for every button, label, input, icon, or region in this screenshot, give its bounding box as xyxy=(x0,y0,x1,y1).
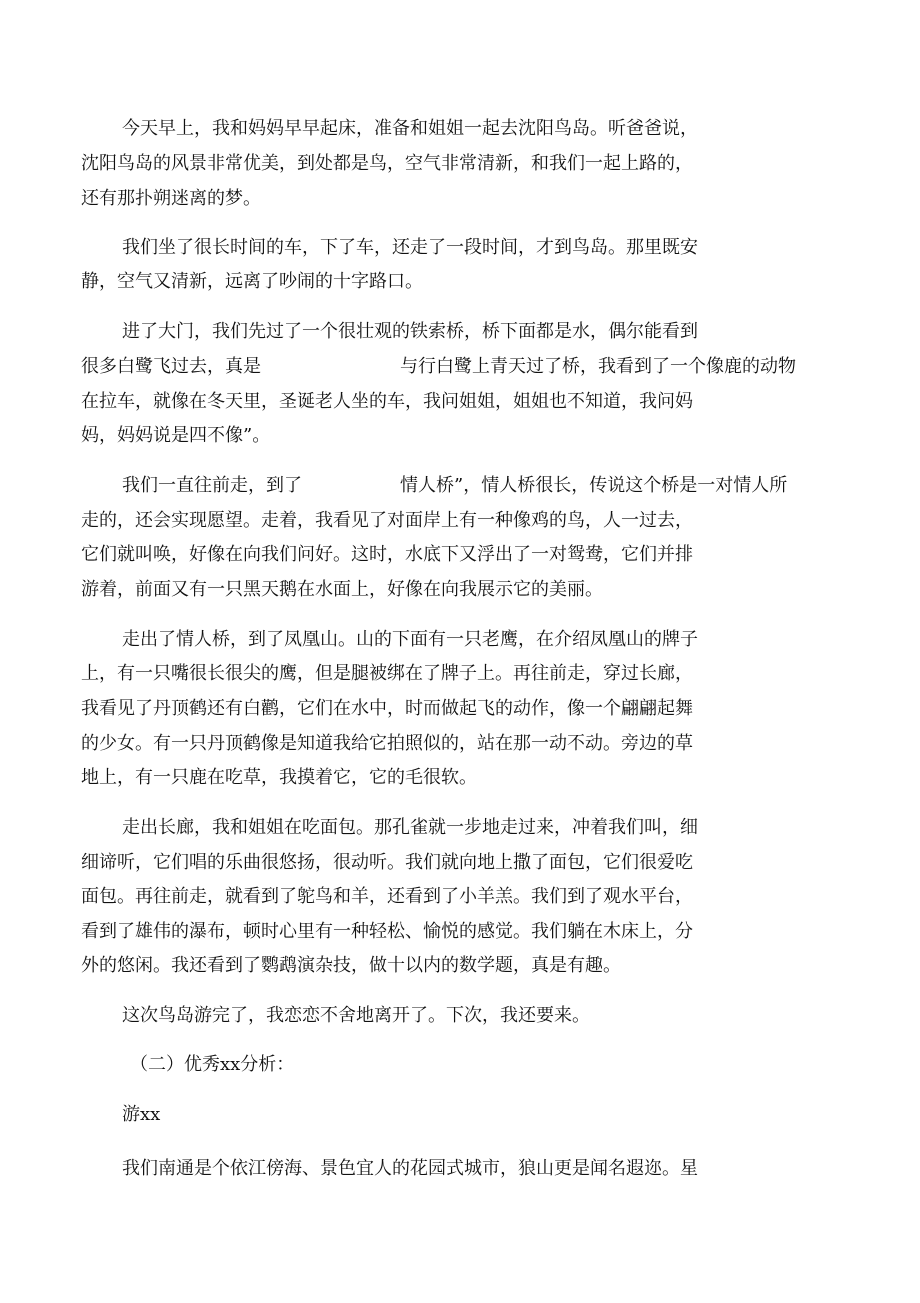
paragraph-line: 妈，妈妈说是四不像”。 xyxy=(81,425,271,446)
paragraph-line: 上，有一只嘴很长很尖的鹰，但是腿被绑在了牌子上。再往前走，穿过长廊， xyxy=(81,663,693,684)
paragraph-line: 我们坐了很长时间的车，下了车，还走了一段时间，才到鸟岛。那里既安 xyxy=(122,237,698,258)
paragraph-line: 走出了情人桥，到了凤凰山。山的下面有一只老鹰，在介绍凤凰山的牌子 xyxy=(122,629,698,650)
paragraph-line xyxy=(400,474,787,498)
line-segment: 很多白鹭飞过去，真是 xyxy=(81,356,261,377)
paragraph-line: 外的悠闲。我还看到了鹦鹉演杂技，做十以内的数学题，真是有趣。 xyxy=(81,955,621,976)
paragraph-line: 的少女。有一只丹顶鹤像是知道我给它拍照似的，站在那一动不动。旁边的草 xyxy=(81,733,693,754)
section-heading: （二）优秀xx分析： xyxy=(130,1054,295,1075)
paragraph-line: 面包。再往前走，就看到了鸵鸟和羊，还看到了小羊羔。我们到了观水平台， xyxy=(81,886,693,907)
paragraph-line: 沈阳鸟岛的风景非常优美，到处都是鸟，空气非常清新，和我们一起上路的， xyxy=(81,153,693,174)
paragraph-line: 看到了雄伟的瀑布，顿时心里有一种轻松、愉悦的感觉。我们躺在木床上，分 xyxy=(81,921,693,942)
paragraph-line xyxy=(122,474,302,498)
paragraph-line: 这次鸟岛游完了，我恋恋不舍地离开了。下次，我还要来。 xyxy=(122,1005,590,1026)
paragraph-line: 进了大门，我们先过了一个很壮观的铁索桥，桥下面都是水，偶尔能看到 xyxy=(122,321,698,342)
line-segment: 我们一直往前走，到了 xyxy=(122,475,302,496)
paragraph-line: 还有那扑朔迷离的梦。 xyxy=(81,188,261,209)
paragraph-line: 走出长廊，我和姐姐在吃面包。那孔雀就一步地走过来，冲着我们叫，细 xyxy=(122,817,698,838)
line-segment: 情人桥”，情人桥很长，传说这个桥是一对情人所 xyxy=(400,475,788,496)
paragraph-line xyxy=(400,355,796,379)
paragraph-line: 静，空气又清新，远离了吵闹的十字路口。 xyxy=(81,271,423,292)
paragraph-line: 今天早上，我和妈妈早早起床，准备和姐姐一起去沈阳鸟岛。听爸爸说， xyxy=(122,118,698,139)
essay-title: 游xx xyxy=(122,1104,161,1125)
paragraph-line: 在拉车，就像在冬天里，圣诞老人坐的车，我问姐姐，姐姐也不知道，我问妈 xyxy=(81,391,693,412)
paragraph-line: 细谛听，它们唱的乐曲很悠扬，很动听。我们就向地上撒了面包，它们很爱吃 xyxy=(81,852,693,873)
paragraph-line: 我们南通是个依江傍海、景色宜人的花园式城市，狼山更是闻名遐迩。星 xyxy=(122,1158,698,1179)
paragraph-line: 游着，前面又有一只黑天鹅在水面上，好像在向我展示它的美丽。 xyxy=(81,579,603,600)
paragraph-line: 地上，有一只鹿在吃草，我摸着它，它的毛很软。 xyxy=(81,767,477,788)
line-segment: 与行白鹭上青天过了桥，我看到了一个像鹿的动物 xyxy=(400,356,796,377)
paragraph-line xyxy=(81,355,261,379)
paragraph-line: 我看见了丹顶鹤还有白鹳，它们在水中，时而做起飞的动作，像一个翩翩起舞 xyxy=(81,698,693,719)
paragraph-line: 它们就叫唤，好像在向我们问好。这时，水底下又浮出了一对鸳鸯，它们并排 xyxy=(81,544,693,565)
paragraph-line: 走的，还会实现愿望。走着，我看见了对面岸上有一种像鸡的鸟，人一过去， xyxy=(81,510,693,531)
